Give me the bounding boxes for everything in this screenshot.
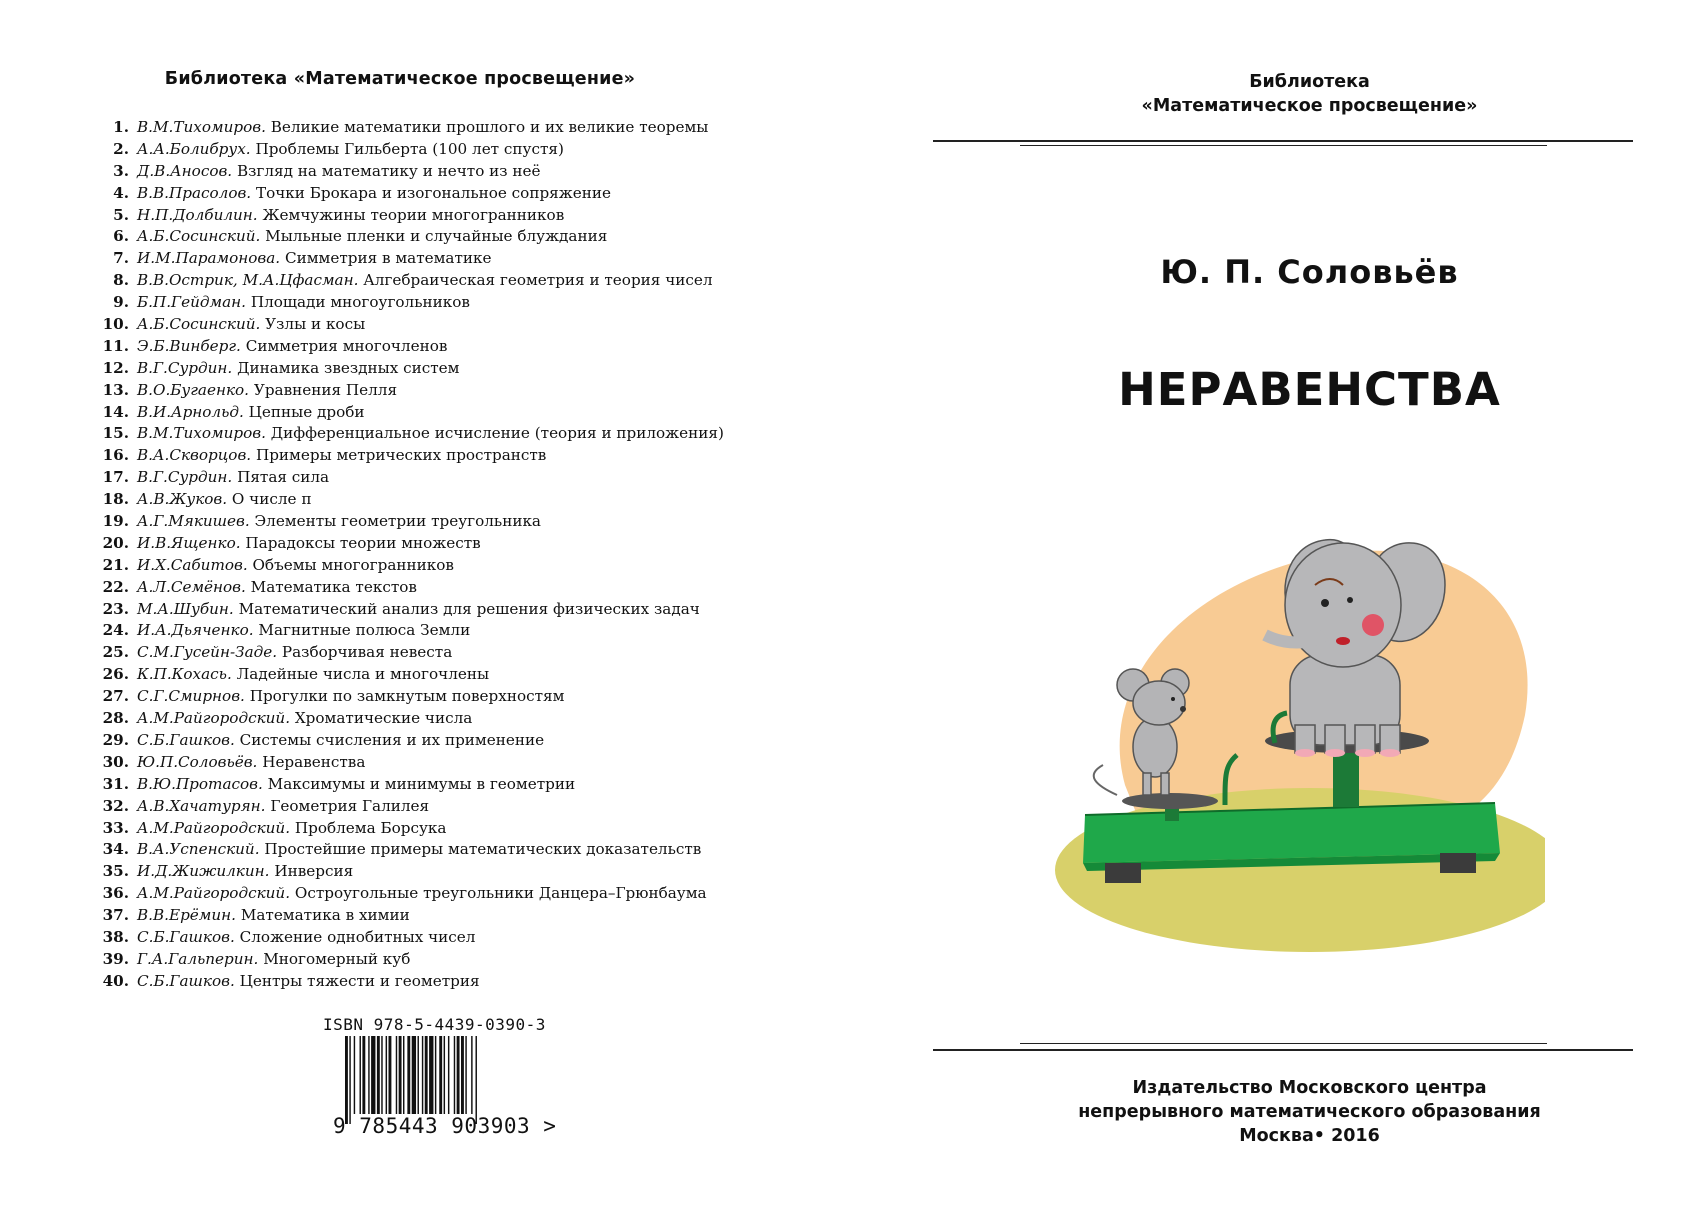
- book-author: Д.В.Аносов.: [137, 161, 233, 180]
- barcode-bar: [407, 1036, 410, 1114]
- book-number: 5.: [113, 205, 129, 224]
- book-title-text: Проблема Борсука: [294, 818, 447, 837]
- book-number: 6.: [113, 227, 129, 246]
- book-author: В.В.Прасолов.: [137, 183, 252, 202]
- book-title-text: Мыльные пленки и случайные блуждания: [265, 227, 608, 246]
- publisher-line3: Москва• 2016: [1239, 1126, 1380, 1146]
- book-list-item: [96, 730, 724, 752]
- book-author: В.Ю.Протасов.: [137, 774, 263, 793]
- elephant-cheek: [1362, 614, 1384, 636]
- book-author: В.Г.Сурдин.: [137, 358, 233, 377]
- book-list-item: [96, 927, 724, 949]
- book-list-item: [96, 752, 724, 774]
- book-number: 32.: [102, 796, 129, 815]
- barcode-bar: [403, 1036, 404, 1114]
- book-list-item: [96, 708, 724, 730]
- book-author: С.Г.Смирнов.: [137, 687, 245, 706]
- book-list-item: [96, 292, 724, 314]
- book-title-text: Центры тяжести и геометрия: [239, 971, 480, 990]
- barcode-bar: [439, 1036, 442, 1114]
- barcode-bar: [396, 1036, 397, 1114]
- book-title-text: Симметрия в математике: [284, 249, 492, 268]
- book-author: С.Б.Гашков.: [137, 927, 235, 946]
- book-list-item: [96, 139, 724, 161]
- book-number: 40.: [102, 971, 129, 990]
- barcode-bar: [457, 1036, 460, 1114]
- barcode-bar: [425, 1036, 428, 1114]
- book-number: 2.: [113, 139, 129, 158]
- book-number: 31.: [102, 774, 129, 793]
- book-author: В.И.Арнольд.: [137, 402, 244, 421]
- book-author: А.Б.Сосинский.: [137, 315, 261, 334]
- front-series-line2: «Математическое просвещение»: [1141, 96, 1478, 116]
- barcode-bar: [412, 1036, 416, 1114]
- book-title-text: Прогулки по замкнутым поверхностям: [249, 687, 565, 706]
- barcode: [343, 1036, 533, 1124]
- book-author: С.Б.Гашков.: [137, 730, 235, 749]
- book-author: А.Б.Сосинский.: [137, 227, 261, 246]
- book-title-text: Алгебраическая геометрия и теория чисел: [363, 271, 713, 290]
- book-author: В.А.Успенский.: [137, 840, 260, 859]
- book-list-item: [96, 205, 724, 227]
- book-list-item: [96, 949, 724, 971]
- book-title-text: Инверсия: [274, 862, 354, 881]
- barcode-bar: [399, 1036, 402, 1114]
- book-number: 35.: [102, 862, 129, 881]
- book-title-text: Остроугольные треугольники Данцера–Грюнбаума: [294, 884, 707, 903]
- book-title-text: Магнитные полюса Земли: [258, 621, 471, 640]
- barcode-bar: [444, 1036, 445, 1114]
- book-list-item: [96, 642, 724, 664]
- book-author: В.В.Ерёмин.: [137, 906, 236, 925]
- book-list-item: [96, 861, 724, 883]
- book-title-text: Парадоксы теории множеств: [245, 533, 481, 552]
- book-list-item: [96, 620, 724, 642]
- barcode-bar: [354, 1036, 355, 1114]
- book-title-text: Симметрия многочленов: [245, 336, 448, 355]
- book-title-text: Системы счисления и их применение: [239, 730, 545, 749]
- book-list-item: [96, 905, 724, 927]
- book-list-item: [96, 402, 724, 424]
- book-number: 11.: [102, 336, 129, 355]
- book-list-item: [96, 533, 724, 555]
- book-list-item: [96, 577, 724, 599]
- cover-illustration: [1025, 485, 1545, 970]
- book-author: Г.А.Гальперин.: [137, 949, 259, 968]
- book-author: Б.П.Гейдман.: [137, 293, 246, 312]
- book-title-text: Примеры метрических пространств: [255, 446, 547, 465]
- book-number: 30.: [102, 752, 129, 771]
- bottom-rule-long: [933, 1049, 1633, 1051]
- top-rule-long: [933, 140, 1633, 142]
- book-author: В.В.Острик, М.А.Цфасман.: [137, 271, 359, 290]
- book-author: С.Б.Гашков.: [137, 971, 235, 990]
- book-author: А.В.Жуков.: [137, 490, 228, 509]
- book-author: К.П.Кохась.: [137, 665, 232, 684]
- publisher: [930, 1076, 1689, 1148]
- book-title-text: Взгляд на математику и нечто из неё: [236, 161, 541, 180]
- scale-foot-right: [1440, 853, 1476, 873]
- book-title: НЕРАВЕНСТВА: [1118, 363, 1501, 416]
- book-author: И.А.Дьяченко.: [137, 621, 254, 640]
- book-list-item: [96, 314, 724, 336]
- book-title-text: Площади многоугольников: [250, 293, 470, 312]
- book-number: 7.: [113, 249, 129, 268]
- book-number: 26.: [102, 665, 129, 684]
- book-list-item: [96, 774, 724, 796]
- book-author: В.О.Бугаенко.: [137, 380, 250, 399]
- book-list-item: [96, 883, 724, 905]
- barcode-bar: [418, 1036, 419, 1114]
- book-number: 17.: [102, 468, 129, 487]
- book-author: В.М.Тихомиров.: [137, 118, 266, 136]
- book-author: А.А.Болибрух.: [137, 139, 251, 158]
- isbn: ISBN 978-5-4439-0390-3: [323, 1015, 546, 1034]
- book-number: 38.: [102, 927, 129, 946]
- book-number: 20.: [102, 533, 129, 552]
- book-author: И.Х.Сабитов.: [137, 555, 248, 574]
- book-number: 8.: [113, 271, 129, 290]
- book-list-item: [96, 336, 724, 358]
- book-title-text: Математика в химии: [240, 906, 410, 925]
- barcode-bar: [371, 1036, 375, 1114]
- book-number: 16.: [102, 446, 129, 465]
- barcode-bar: [454, 1036, 455, 1114]
- book-author: В.А.Скворцов.: [137, 446, 252, 465]
- book-title-text: Сложение однобитных чисел: [239, 927, 476, 946]
- book-number: 39.: [102, 949, 129, 968]
- barcode-bar: [435, 1036, 436, 1114]
- author-name: Ю. П. Соловьёв: [1160, 253, 1459, 291]
- barcode-bar: [476, 1036, 477, 1124]
- barcode-bar: [368, 1036, 369, 1114]
- barcode-bar: [429, 1036, 433, 1114]
- book-number: 28.: [102, 709, 129, 728]
- publisher-line1: Издательство Московского центра: [1132, 1078, 1487, 1098]
- book-number: 13.: [102, 380, 129, 399]
- book-list-item: [96, 555, 724, 577]
- barcode-bar: [381, 1036, 382, 1114]
- barcode-bar: [422, 1036, 423, 1114]
- book-author: А.В.Хачатурян.: [137, 796, 266, 815]
- barcode-bar: [465, 1036, 466, 1114]
- book-list-item: [96, 971, 724, 993]
- book-author: А.М.Райгородский.: [137, 709, 291, 728]
- book-author: С.М.Гусейн-Заде.: [137, 643, 278, 662]
- series-title: Библиотека «Математическое просвещение»: [164, 69, 636, 89]
- front-series-title: [930, 70, 1689, 118]
- book-list: [96, 117, 724, 993]
- book-list-item: [96, 511, 724, 533]
- book-list-item: [96, 664, 724, 686]
- bottom-rule-short: [1020, 1043, 1547, 1044]
- book-number: 21.: [102, 555, 129, 574]
- book-number: 23.: [102, 599, 129, 618]
- book-list-item: [96, 183, 724, 205]
- book-number: 9.: [113, 293, 129, 312]
- front-series-line1: Библиотека: [1249, 72, 1370, 92]
- book-number: 27.: [102, 687, 129, 706]
- book-author: А.Л.Семёнов.: [137, 577, 246, 596]
- book-title-text: Простейшие примеры математических доказательств: [264, 840, 702, 859]
- book-title-text: Уравнения Пелля: [253, 380, 398, 399]
- barcode-bar: [360, 1036, 361, 1114]
- book-number: 10.: [102, 315, 129, 334]
- book-author: Ю.П.Соловьёв.: [137, 752, 258, 771]
- book-number: 15.: [102, 424, 129, 443]
- book-title-text: Дифференциальное исчисление (теория и приложения): [270, 424, 724, 443]
- book-title-text: Великие математики прошлого и их великие теоремы: [270, 118, 709, 136]
- book-list-item: [96, 489, 724, 511]
- book-list-item: [96, 161, 724, 183]
- publisher-line2: непрерывного математического образования: [1078, 1102, 1541, 1122]
- barcode-bar: [362, 1036, 365, 1114]
- book-title-text: Объемы многогранников: [252, 555, 454, 574]
- book-number: 33.: [102, 818, 129, 837]
- barcode-bar: [461, 1036, 464, 1114]
- scale-foot-left: [1105, 863, 1141, 883]
- book-number: 29.: [102, 730, 129, 749]
- book-list-item: [96, 358, 724, 380]
- small-pan: [1122, 793, 1218, 809]
- book-title-text: О числе π: [231, 490, 312, 509]
- book-author: И.В.Ященко.: [137, 533, 241, 552]
- book-number: 25.: [102, 643, 129, 662]
- book-title-text: Точки Брокара и изогональное сопряжение: [255, 183, 611, 202]
- book-list-item: [96, 599, 724, 621]
- book-list-item: [96, 226, 724, 248]
- book-title-text: Математический анализ для решения физических задач: [238, 599, 700, 618]
- book-list-item: [96, 248, 724, 270]
- book-author: А.Г.Мякишев.: [137, 512, 250, 531]
- book-list-item: [96, 270, 724, 292]
- book-title-text: Многомерный куб: [263, 949, 411, 968]
- book-title-text: Максимумы и минимумы в геометрии: [267, 774, 576, 793]
- book-title-text: Жемчужины теории многогранников: [262, 205, 565, 224]
- barcode-bar: [349, 1036, 350, 1124]
- front-cover: [930, 0, 1689, 1211]
- book-list-item: [96, 117, 724, 139]
- barcode-bar: [448, 1036, 449, 1114]
- barcode-bar: [377, 1036, 380, 1114]
- book-author: В.М.Тихомиров.: [137, 424, 266, 443]
- book-title-text: Разборчивая невеста: [281, 643, 453, 662]
- book-title-text: Узлы и косы: [265, 315, 366, 334]
- book-title-text: Хроматические числа: [294, 709, 473, 728]
- book-author: И.Д.Жижилкин.: [137, 862, 270, 881]
- book-list-item: [96, 423, 724, 445]
- book-list-item: [96, 839, 724, 861]
- book-author: А.М.Райгородский.: [137, 818, 291, 837]
- book-number: 34.: [102, 840, 129, 859]
- book-author: В.Г.Сурдин.: [137, 468, 233, 487]
- book-list-item: [96, 818, 724, 840]
- book-author: Н.П.Долбилин.: [137, 205, 258, 224]
- book-number: 37.: [102, 906, 129, 925]
- book-list-item: [96, 686, 724, 708]
- book-title-text: Пятая сила: [237, 468, 330, 487]
- book-number: 1.: [113, 118, 129, 136]
- barcode-bar: [389, 1036, 392, 1114]
- barcode-bar: [471, 1036, 472, 1114]
- book-number: 18.: [102, 490, 129, 509]
- book-list-item: [96, 467, 724, 489]
- barcode-bar: [345, 1036, 348, 1124]
- book-title-text: Математика текстов: [250, 577, 417, 596]
- book-title-text: Элементы геометрии треугольника: [254, 512, 541, 531]
- book-number: 24.: [102, 621, 129, 640]
- book-number: 36.: [102, 884, 129, 903]
- top-rule-short: [1020, 145, 1547, 146]
- book-number: 14.: [102, 402, 129, 421]
- barcode-bar: [386, 1036, 387, 1114]
- book-title-text: Цепные дроби: [248, 402, 365, 421]
- book-title-text: Ладейные числа и многочлены: [236, 665, 490, 684]
- book-title-text: Динамика звездных систем: [237, 358, 460, 377]
- book-number: 22.: [102, 577, 129, 596]
- book-list-item: [96, 380, 724, 402]
- book-title-text: Проблемы Гильберта (100 лет спустя): [255, 139, 564, 158]
- book-number: 4.: [113, 183, 129, 202]
- book-number: 12.: [102, 358, 129, 377]
- barcode-digits: 9 785443 903903 >: [333, 1114, 557, 1138]
- book-title-text: Геометрия Галилея: [270, 796, 430, 815]
- book-author: Э.Б.Винберг.: [137, 336, 241, 355]
- book-number: 3.: [113, 161, 129, 180]
- book-author: А.М.Райгородский.: [137, 884, 291, 903]
- book-list-item: [96, 445, 724, 467]
- book-author: М.А.Шубин.: [137, 599, 234, 618]
- book-number: 19.: [102, 512, 129, 531]
- book-author: И.М.Парамонова.: [137, 249, 281, 268]
- book-list-item: [96, 796, 724, 818]
- book-title-text: Неравенства: [262, 752, 366, 771]
